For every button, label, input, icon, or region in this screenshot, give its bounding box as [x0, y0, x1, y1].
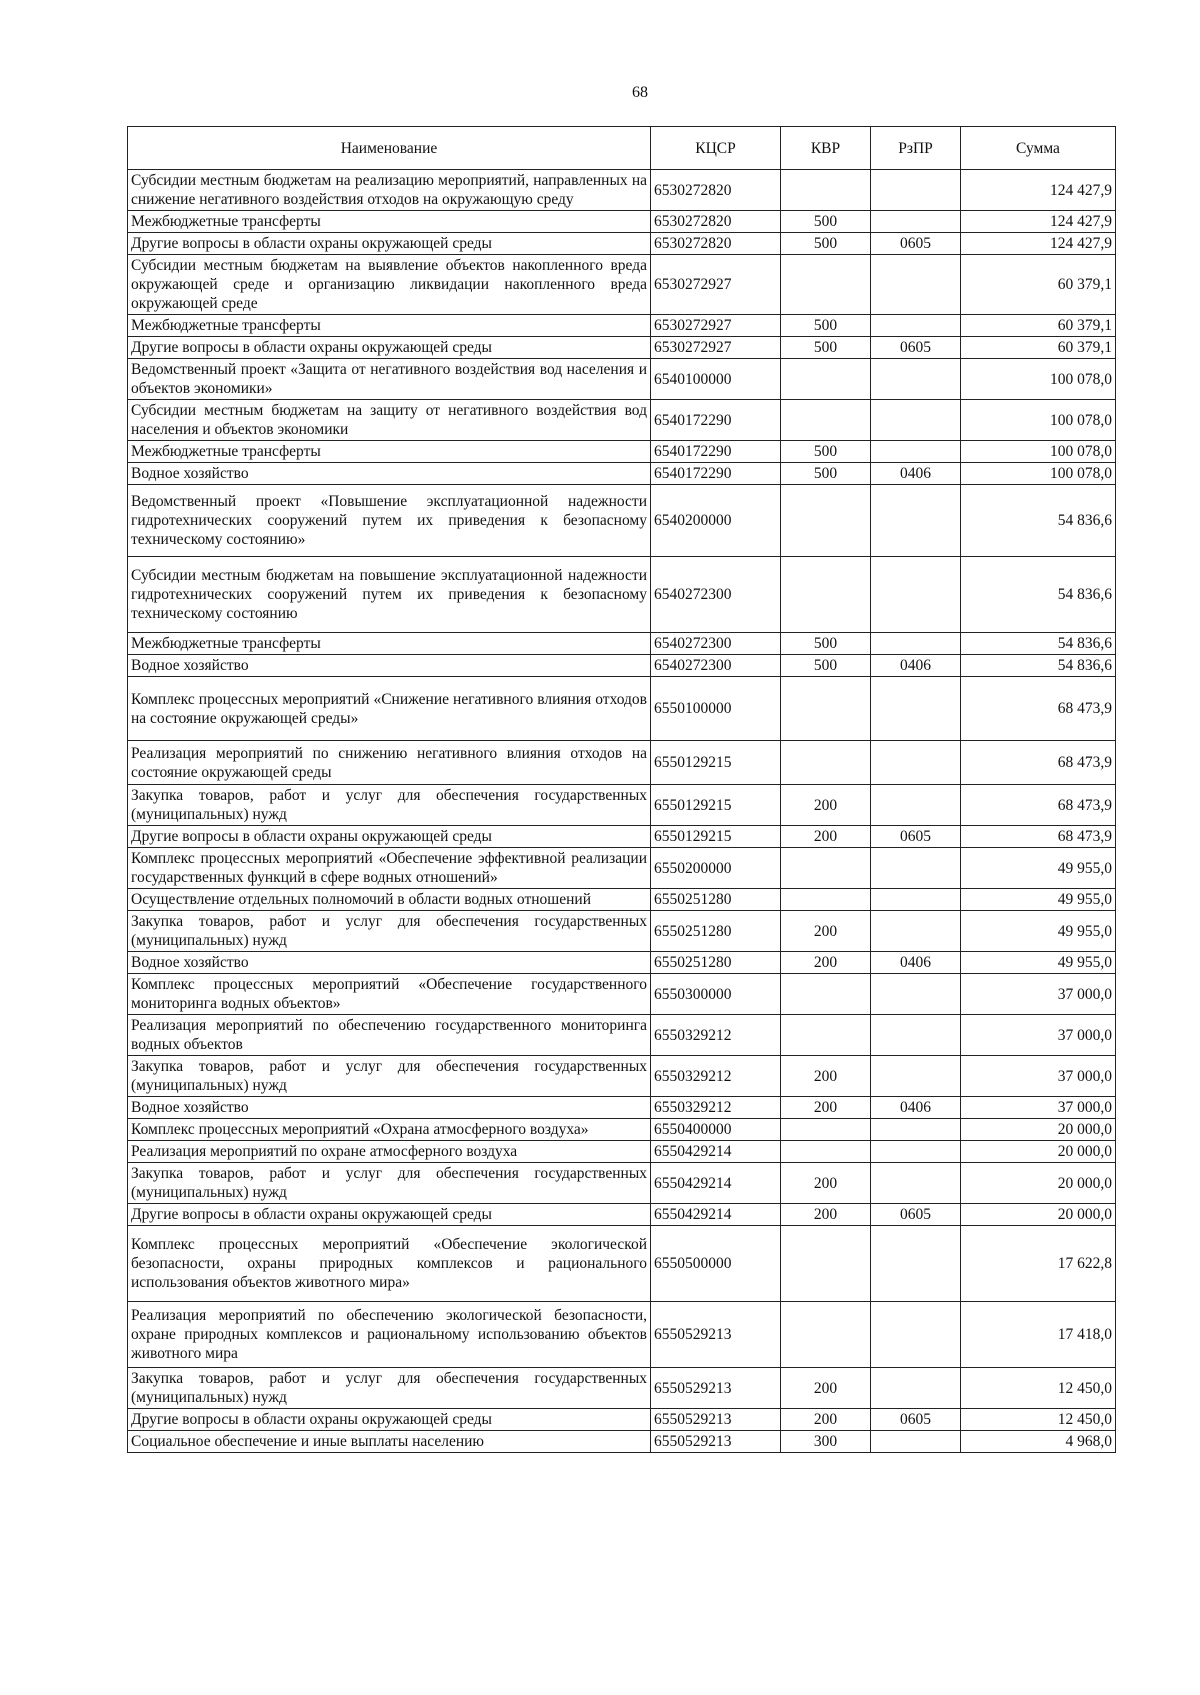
cell-rzpr: [871, 211, 961, 233]
cell-kvr: 500: [781, 655, 871, 677]
cell-kcsr: 6550100000: [651, 677, 781, 741]
cell-kvr: [781, 1302, 871, 1368]
cell-sum: 124 427,9: [961, 170, 1116, 211]
cell-rzpr: [871, 1226, 961, 1302]
cell-kvr: [781, 1226, 871, 1302]
cell-kvr: [781, 170, 871, 211]
cell-name: Комплекс процессных мероприятий «Обеспечение эффективной реализации государственных функций в сфере водных отношений»: [128, 848, 651, 889]
cell-kcsr: 6550129215: [651, 741, 781, 785]
table-row: [128, 655, 1116, 677]
cell-sum: 54 836,6: [961, 485, 1116, 557]
cell-rzpr: [871, 785, 961, 826]
cell-name: Реализация мероприятий по охране атмосферного воздуха: [128, 1141, 651, 1163]
cell-rzpr: 0605: [871, 1409, 961, 1431]
cell-kvr: [781, 1141, 871, 1163]
cell-sum: 4 968,0: [961, 1431, 1116, 1453]
cell-sum: 12 450,0: [961, 1409, 1116, 1431]
table-row: [128, 633, 1116, 655]
cell-name: Осуществление отдельных полномочий в области водных отношений: [128, 889, 651, 911]
header-sum: Сумма: [961, 127, 1116, 170]
cell-kvr: 200: [781, 1163, 871, 1204]
cell-sum: 60 379,1: [961, 255, 1116, 315]
cell-sum: 68 473,9: [961, 826, 1116, 848]
table-row: [128, 557, 1116, 633]
cell-kcsr: 6540272300: [651, 655, 781, 677]
cell-rzpr: 0605: [871, 1204, 961, 1226]
cell-kcsr: 6540200000: [651, 485, 781, 557]
cell-rzpr: 0605: [871, 826, 961, 848]
cell-kcsr: 6550500000: [651, 1226, 781, 1302]
table-row: [128, 848, 1116, 889]
cell-name: Водное хозяйство: [128, 1097, 651, 1119]
header-rzpr: РзПР: [871, 127, 961, 170]
cell-name: Реализация мероприятий по снижению негативного влияния отходов на состояние окружающей среды: [128, 741, 651, 785]
cell-kcsr: 6550529213: [651, 1431, 781, 1453]
cell-kvr: 200: [781, 911, 871, 952]
table-row: [128, 1119, 1116, 1141]
cell-name: Комплекс процессных мероприятий «Обеспечение экологической безопасности, охраны природных комплексов и рационального использования объектов животного мира»: [128, 1226, 651, 1302]
cell-kcsr: 6550400000: [651, 1119, 781, 1141]
cell-sum: 100 078,0: [961, 400, 1116, 441]
table-row: [128, 677, 1116, 741]
cell-sum: 37 000,0: [961, 1097, 1116, 1119]
cell-sum: 37 000,0: [961, 1056, 1116, 1097]
cell-kvr: 500: [781, 315, 871, 337]
cell-rzpr: [871, 1431, 961, 1453]
cell-rzpr: [871, 741, 961, 785]
table-row: [128, 485, 1116, 557]
cell-kcsr: 6550251280: [651, 911, 781, 952]
cell-kcsr: 6540172290: [651, 400, 781, 441]
cell-name: Водное хозяйство: [128, 655, 651, 677]
cell-kcsr: 6530272927: [651, 337, 781, 359]
cell-rzpr: [871, 848, 961, 889]
cell-kcsr: 6540100000: [651, 359, 781, 400]
cell-kcsr: 6530272820: [651, 233, 781, 255]
cell-name: Субсидии местным бюджетам на реализацию мероприятий, направленных на снижение негативного воздействия отходов на окружающую среду: [128, 170, 651, 211]
cell-name: Другие вопросы в области охраны окружающей среды: [128, 233, 651, 255]
cell-kvr: 500: [781, 633, 871, 655]
cell-sum: 124 427,9: [961, 211, 1116, 233]
cell-name: Комплекс процессных мероприятий «Охрана атмосферного воздуха»: [128, 1119, 651, 1141]
cell-rzpr: [871, 255, 961, 315]
cell-kcsr: 6530272927: [651, 255, 781, 315]
cell-rzpr: [871, 974, 961, 1015]
cell-name: Закупка товаров, работ и услуг для обеспечения государственных (муниципальных) нужд: [128, 1056, 651, 1097]
table-row: [128, 952, 1116, 974]
cell-name: Субсидии местным бюджетам на выявление объектов накопленного вреда окружающей среде и организацию ликвидации накопленного вреда окружающей среде: [128, 255, 651, 315]
cell-kcsr: 6550129215: [651, 785, 781, 826]
cell-rzpr: [871, 170, 961, 211]
cell-rzpr: 0406: [871, 463, 961, 485]
table-row: [128, 233, 1116, 255]
cell-kvr: 500: [781, 463, 871, 485]
cell-name: Закупка товаров, работ и услуг для обеспечения государственных (муниципальных) нужд: [128, 785, 651, 826]
table-row: [128, 889, 1116, 911]
table-row: [128, 1302, 1116, 1368]
cell-name: Межбюджетные трансферты: [128, 211, 651, 233]
table-row: [128, 337, 1116, 359]
cell-kvr: 200: [781, 1204, 871, 1226]
cell-name: Закупка товаров, работ и услуг для обеспечения государственных (муниципальных) нужд: [128, 1163, 651, 1204]
table-row: [128, 1141, 1116, 1163]
cell-sum: 124 427,9: [961, 233, 1116, 255]
cell-rzpr: [871, 315, 961, 337]
cell-name: Реализация мероприятий по обеспечению государственного мониторинга водных объектов: [128, 1015, 651, 1056]
cell-kcsr: 6550429214: [651, 1141, 781, 1163]
cell-name: Другие вопросы в области охраны окружающей среды: [128, 1204, 651, 1226]
table-row: [128, 441, 1116, 463]
table-row: [128, 974, 1116, 1015]
cell-sum: 37 000,0: [961, 974, 1116, 1015]
cell-sum: 12 450,0: [961, 1368, 1116, 1409]
cell-rzpr: [871, 677, 961, 741]
cell-name: Комплекс процессных мероприятий «Обеспечение государственного мониторинга водных объектов»: [128, 974, 651, 1015]
cell-kvr: [781, 400, 871, 441]
table-row: [128, 785, 1116, 826]
cell-kcsr: 6540172290: [651, 441, 781, 463]
cell-kcsr: 6540172290: [651, 463, 781, 485]
cell-kcsr: 6550300000: [651, 974, 781, 1015]
table-row: [128, 826, 1116, 848]
cell-sum: 20 000,0: [961, 1119, 1116, 1141]
cell-name: Закупка товаров, работ и услуг для обеспечения государственных (муниципальных) нужд: [128, 1368, 651, 1409]
cell-sum: 49 955,0: [961, 952, 1116, 974]
cell-sum: 17 622,8: [961, 1226, 1116, 1302]
table-row: [128, 463, 1116, 485]
cell-sum: 60 379,1: [961, 337, 1116, 359]
cell-kcsr: 6530272820: [651, 170, 781, 211]
cell-name: Межбюджетные трансферты: [128, 315, 651, 337]
cell-sum: 49 955,0: [961, 889, 1116, 911]
cell-sum: 68 473,9: [961, 741, 1116, 785]
cell-rzpr: [871, 1302, 961, 1368]
cell-rzpr: 0605: [871, 233, 961, 255]
cell-sum: 49 955,0: [961, 911, 1116, 952]
table-row: [128, 1097, 1116, 1119]
table-row: [128, 400, 1116, 441]
cell-name: Другие вопросы в области охраны окружающей среды: [128, 337, 651, 359]
cell-rzpr: 0406: [871, 952, 961, 974]
cell-name: Ведомственный проект «Повышение эксплуатационной надежности гидротехнических сооружений путем их приведения к безопасному техническому состоянию»: [128, 485, 651, 557]
cell-kcsr: 6530272927: [651, 315, 781, 337]
cell-rzpr: [871, 485, 961, 557]
cell-kvr: [781, 557, 871, 633]
page-number: 68: [632, 84, 648, 101]
cell-sum: 68 473,9: [961, 785, 1116, 826]
cell-name: Межбюджетные трансферты: [128, 441, 651, 463]
cell-kvr: 200: [781, 785, 871, 826]
cell-kcsr: 6550329212: [651, 1097, 781, 1119]
cell-kvr: 200: [781, 826, 871, 848]
table-row: [128, 1431, 1116, 1453]
cell-kvr: [781, 359, 871, 400]
cell-sum: 54 836,6: [961, 557, 1116, 633]
cell-kcsr: 6550200000: [651, 848, 781, 889]
cell-name: Реализация мероприятий по обеспечению экологической безопасности, охране природных комплексов и рациональному использованию объектов животного мира: [128, 1302, 651, 1368]
table-row: [128, 911, 1116, 952]
table-row: [128, 211, 1116, 233]
table-row: [128, 741, 1116, 785]
cell-name: Водное хозяйство: [128, 463, 651, 485]
cell-kcsr: 6550329212: [651, 1015, 781, 1056]
cell-name: Субсидии местным бюджетам на защиту от негативного воздействия вод населения и объектов экономики: [128, 400, 651, 441]
cell-kcsr: 6550529213: [651, 1409, 781, 1431]
table-row: [128, 1226, 1116, 1302]
cell-rzpr: [871, 1015, 961, 1056]
cell-rzpr: 0406: [871, 655, 961, 677]
cell-kvr: [781, 889, 871, 911]
cell-kvr: [781, 741, 871, 785]
cell-rzpr: [871, 1056, 961, 1097]
cell-kcsr: 6550529213: [651, 1302, 781, 1368]
cell-sum: 20 000,0: [961, 1141, 1116, 1163]
cell-name: Водное хозяйство: [128, 952, 651, 974]
cell-rzpr: [871, 1141, 961, 1163]
cell-rzpr: [871, 400, 961, 441]
table-row: [128, 1409, 1116, 1431]
table-row: [128, 1056, 1116, 1097]
cell-rzpr: [871, 1368, 961, 1409]
cell-rzpr: [871, 1119, 961, 1141]
cell-sum: 60 379,1: [961, 315, 1116, 337]
cell-sum: 54 836,6: [961, 633, 1116, 655]
cell-kcsr: 6550251280: [651, 952, 781, 974]
table-row: [128, 315, 1116, 337]
cell-rzpr: 0406: [871, 1097, 961, 1119]
cell-kvr: 200: [781, 1056, 871, 1097]
header-name: Наименование: [128, 127, 651, 170]
cell-kvr: 500: [781, 233, 871, 255]
cell-name: Ведомственный проект «Защита от негативного воздействия вод населения и объектов экономики»: [128, 359, 651, 400]
cell-sum: 49 955,0: [961, 848, 1116, 889]
cell-name: Субсидии местным бюджетам на повышение эксплуатационной надежности гидротехнических сооружений путем их приведения к безопасному техническому состоянию: [128, 557, 651, 633]
cell-kvr: 200: [781, 952, 871, 974]
cell-kvr: [781, 1119, 871, 1141]
cell-kvr: 500: [781, 211, 871, 233]
cell-name: Межбюджетные трансферты: [128, 633, 651, 655]
cell-kcsr: 6550251280: [651, 889, 781, 911]
cell-rzpr: [871, 633, 961, 655]
cell-name: Социальное обеспечение и иные выплаты населению: [128, 1431, 651, 1453]
cell-rzpr: [871, 889, 961, 911]
cell-kvr: 200: [781, 1368, 871, 1409]
cell-sum: 17 418,0: [961, 1302, 1116, 1368]
table-row: [128, 1368, 1116, 1409]
table-row: [128, 170, 1116, 211]
cell-name: Комплекс процессных мероприятий «Снижение негативного влияния отходов на состояние окружающей среды»: [128, 677, 651, 741]
cell-sum: 68 473,9: [961, 677, 1116, 741]
cell-sum: 100 078,0: [961, 359, 1116, 400]
table-row: [128, 255, 1116, 315]
cell-kcsr: 6550329212: [651, 1056, 781, 1097]
cell-kcsr: 6550129215: [651, 826, 781, 848]
budget-table: [127, 126, 1116, 1453]
cell-kvr: [781, 1015, 871, 1056]
cell-kvr: 500: [781, 441, 871, 463]
cell-kvr: [781, 255, 871, 315]
cell-name: Закупка товаров, работ и услуг для обеспечения государственных (муниципальных) нужд: [128, 911, 651, 952]
cell-rzpr: [871, 911, 961, 952]
cell-sum: 20 000,0: [961, 1204, 1116, 1226]
cell-rzpr: [871, 557, 961, 633]
cell-sum: 37 000,0: [961, 1015, 1116, 1056]
cell-kcsr: 6540272300: [651, 557, 781, 633]
cell-sum: 100 078,0: [961, 463, 1116, 485]
cell-rzpr: [871, 441, 961, 463]
cell-kvr: 200: [781, 1097, 871, 1119]
cell-kvr: 300: [781, 1431, 871, 1453]
cell-kvr: [781, 848, 871, 889]
cell-name: Другие вопросы в области охраны окружающей среды: [128, 826, 651, 848]
table-row: [128, 1204, 1116, 1226]
table-header-row: [128, 127, 1116, 170]
cell-kvr: [781, 974, 871, 1015]
cell-kvr: [781, 677, 871, 741]
cell-rzpr: 0605: [871, 337, 961, 359]
cell-kcsr: 6550529213: [651, 1368, 781, 1409]
cell-name: Другие вопросы в области охраны окружающей среды: [128, 1409, 651, 1431]
table-row: [128, 1163, 1116, 1204]
cell-kvr: [781, 485, 871, 557]
cell-sum: 100 078,0: [961, 441, 1116, 463]
table-row: [128, 359, 1116, 400]
cell-rzpr: [871, 359, 961, 400]
cell-sum: 20 000,0: [961, 1163, 1116, 1204]
cell-kcsr: 6550429214: [651, 1163, 781, 1204]
cell-kcsr: 6530272820: [651, 211, 781, 233]
header-kvr: КВР: [781, 127, 871, 170]
cell-rzpr: [871, 1163, 961, 1204]
cell-kvr: 200: [781, 1409, 871, 1431]
header-kcsr: КЦСР: [651, 127, 781, 170]
cell-sum: 54 836,6: [961, 655, 1116, 677]
table-row: [128, 1015, 1116, 1056]
cell-kcsr: 6540272300: [651, 633, 781, 655]
cell-kvr: 500: [781, 337, 871, 359]
cell-kcsr: 6550429214: [651, 1204, 781, 1226]
